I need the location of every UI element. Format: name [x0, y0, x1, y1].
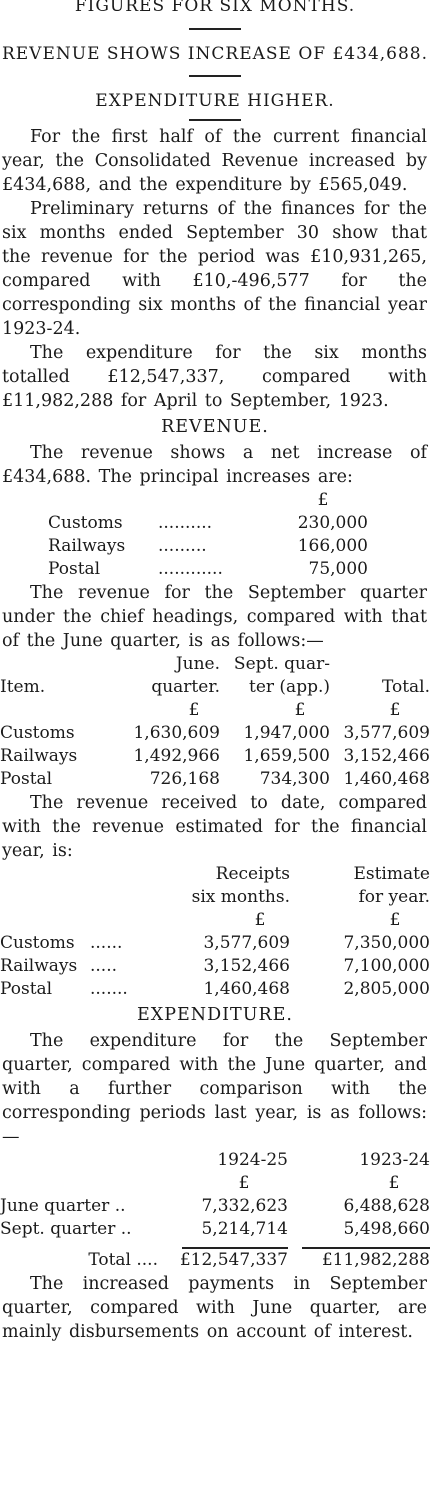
paragraph-quarter-comparison: The revenue for the September quarter under the chief headings, compared with that of the June quarter, is as follows:—: [2, 583, 427, 651]
table-row: [0, 722, 430, 745]
table-row: [0, 512, 430, 535]
item-label: Customs: [0, 933, 75, 953]
item-label: Railways: [48, 536, 126, 556]
column-header: Estimate: [353, 864, 430, 884]
column-header: 1924-25: [217, 1150, 288, 1170]
column-header: Item.: [0, 677, 46, 697]
item-label: Railways: [0, 956, 78, 976]
item-label: Railways: [0, 746, 78, 766]
column-header: ter (app.): [249, 677, 330, 697]
total-value: 3,577,609: [343, 723, 430, 743]
item-label: Postal: [48, 559, 101, 579]
item-label: Postal: [0, 769, 53, 789]
currency-unit: £: [389, 700, 401, 720]
sum-rule: [160, 1241, 288, 1249]
june-value: 1,630,609: [133, 723, 220, 743]
section-heading-revenue: REVENUE.: [161, 417, 269, 437]
dot-leader: ......: [90, 933, 123, 953]
receipts-value: 1,460,468: [203, 979, 290, 999]
item-label: Sept. quarter ..: [0, 1219, 132, 1239]
total-1924-25: £12,547,337: [179, 1250, 288, 1270]
receipts-value: 3,152,466: [203, 956, 290, 976]
currency-unit: £: [254, 910, 266, 930]
paragraph-expenditure-total: The expenditure for the six months totalled £12,547,337, compared with £11,982,288 for April to September, 1923.: [2, 343, 427, 411]
headline: FIGURES FOR SIX MONTHS.: [74, 0, 356, 16]
currency-unit: £: [317, 490, 329, 510]
table-row: [0, 745, 430, 768]
total-1923-24: £11,982,288: [321, 1250, 430, 1270]
table-row: [0, 768, 430, 791]
paragraph-expenditure-comparison: The expenditure for the September quarter, compared with the June quarter, and with a further comparison with the corresponding periods last year, is as follows:—: [2, 1031, 427, 1147]
sept-value: 1,659,500: [243, 746, 330, 766]
currency-unit: £: [238, 1173, 250, 1193]
total-label: Total ....: [88, 1250, 158, 1270]
value-1924-25: 5,214,714: [201, 1219, 288, 1239]
item-label: Postal: [0, 979, 53, 999]
dot-leader: .....: [90, 956, 118, 976]
expenditure-table: [0, 1149, 430, 1272]
total-value: 3,152,466: [343, 746, 430, 766]
receipts-value: 3,577,609: [203, 933, 290, 953]
paragraph-intro: For the first half of the current financial year, the Consolidated Revenue increased by £434,688, and the expenditure by £565,049.: [2, 127, 427, 195]
paragraph-revenue-to-date: The revenue received to date, compared with the revenue estimated for the financial year, is:: [2, 793, 427, 861]
divider-rule: [189, 75, 241, 77]
column-header: Receipts: [215, 864, 290, 884]
table-row: [0, 955, 430, 978]
estimate-value: 7,100,000: [343, 956, 430, 976]
table-row: [0, 1195, 430, 1218]
value-1923-24: 6,488,628: [343, 1196, 430, 1216]
table-row: [0, 1218, 430, 1241]
dot-leader: ............: [158, 559, 223, 579]
estimate-value: 2,805,000: [343, 979, 430, 999]
paragraph-preliminary: Preliminary returns of the finances for the six months ended September 30 show that the revenue for the period was £10,931,265, compared with £10,-496,577 for the corresponding six months of the financial year 1923-24.: [2, 199, 427, 339]
dot-leader: .........: [158, 536, 207, 556]
increase-value: 75,000: [308, 559, 368, 579]
column-header: Total.: [381, 677, 430, 697]
currency-unit: £: [388, 1173, 400, 1193]
currency-unit: £: [294, 700, 306, 720]
table-row: [0, 978, 430, 1001]
column-header: 1923-24: [359, 1150, 430, 1170]
currency-unit: £: [389, 910, 401, 930]
increase-value: 230,000: [297, 513, 368, 533]
dot-leader: .......: [90, 979, 128, 999]
section-heading-expenditure: EXPENDITURE.: [137, 1005, 293, 1025]
dot-leader: ..........: [158, 513, 213, 533]
sum-rule: [288, 1241, 430, 1249]
divider-rule: [189, 119, 241, 121]
table-row: [0, 932, 430, 955]
column-header: Sept. quar-: [233, 654, 330, 674]
subheadline-expenditure: EXPENDITURE HIGHER.: [95, 91, 335, 111]
item-label: Customs: [48, 513, 123, 533]
table-row: [0, 558, 430, 581]
total-row: [0, 1249, 430, 1272]
increases-table: [0, 489, 430, 581]
column-header: six months.: [191, 887, 290, 907]
sept-value: 1,947,000: [243, 723, 330, 743]
currency-unit: £: [188, 700, 200, 720]
estimates-table: [0, 863, 430, 1001]
value-1923-24: 5,498,660: [343, 1219, 430, 1239]
quarters-table: [0, 653, 430, 791]
june-value: 726,168: [149, 769, 220, 789]
increase-value: 166,000: [297, 536, 368, 556]
total-value: 1,460,468: [343, 769, 430, 789]
column-header: for year.: [358, 887, 430, 907]
subheadline-revenue: REVENUE SHOWS INCREASE OF £434,688.: [1, 44, 429, 64]
paragraph-net-increase: The revenue shows a net increase of £434,688. The principal increases are:: [2, 443, 427, 487]
divider-rule: [189, 28, 241, 30]
june-value: 1,492,966: [133, 746, 220, 766]
sept-value: 734,300: [259, 769, 330, 789]
value-1924-25: 7,332,623: [201, 1196, 288, 1216]
estimate-value: 7,350,000: [343, 933, 430, 953]
column-header: quarter.: [151, 677, 220, 697]
item-label: Customs: [0, 723, 75, 743]
table-row: [0, 535, 430, 558]
column-header: June.: [175, 654, 220, 674]
paragraph-increased-payments: The increased payments in September quarter, compared with June quarter, are mainly disbursements on account of interest.: [2, 1274, 427, 1342]
item-label: June quarter ..: [0, 1196, 126, 1216]
